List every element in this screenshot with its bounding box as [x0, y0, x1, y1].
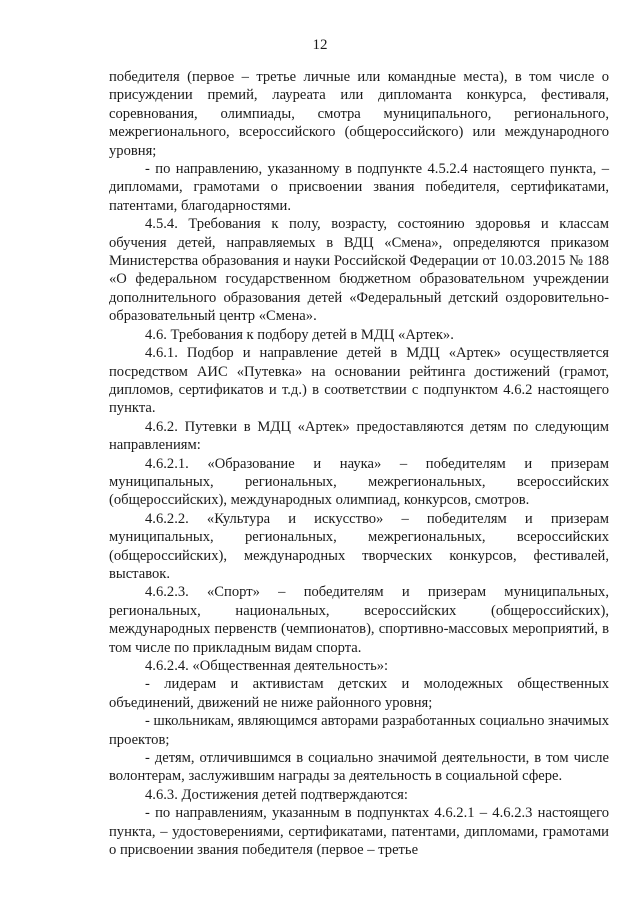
paragraph-4-5-4: 4.5.4. Требования к полу, возрасту, состоянию здоровья и классам обучения детей, направляемых в ВДЦ «Смена», определяются приказом Министерства образования и науки Российской Федерации от 10.03.2015 № 188 «О федеральном государственном бюджетном образовательном учреждении дополнительного образования детей «Федеральный детский оздоровительно-образовательный центр «Смена».: [109, 216, 609, 325]
paragraph-4-6-3: 4.6.3. Достижения детей подтверждаются:: [145, 786, 408, 803]
paragraph-4-6-heading: 4.6. Требования к подбору детей в МДЦ «Артек».: [145, 326, 454, 343]
document-body: [109, 68, 609, 859]
paragraph-continuation: победителя (первое – третье личные или командные места), в том числе о присуждении премий, лауреата или дипломанта конкурса, фестиваля, соревнования, олимпиады, смотра муниципального, регионального, межрегионального, всероссийского (общероссийского) или международного уровня;: [109, 69, 609, 159]
paragraph-4-6-2-2: 4.6.2.2. «Культура и искусство» – победителям и призерам муниципальных, региональных, межрегиональных, всероссийских (общероссийских), международных творческих конкурсов, фестивалей, выставок.: [109, 510, 609, 582]
paragraph-4-6-2-3: 4.6.2.3. «Спорт» – победителям и призерам муниципальных, региональных, национальных, всероссийских (общероссийских), международных первенств (чемпионатов), спортивно-массовых мероприятий, в том числе по прикладным видам спорта.: [109, 584, 609, 656]
paragraph-bullet-students: - школьникам, являющимся авторами разработанных социально значимых проектов;: [109, 713, 609, 748]
paragraph-4-6-2-4: 4.6.2.4. «Общественная деятельность»:: [145, 658, 389, 674]
paragraph-bullet-volunteers: - детям, отличившимся в социально значимой деятельности, в том числе волонтерам, заслужившим награды за деятельность в социальной сфере.: [109, 750, 609, 785]
page-number: 12: [312, 37, 328, 53]
paragraph-bullet-confirmation: - по направлениям, указанным в подпунктах 4.6.2.1 – 4.6.2.3 настоящего пункта, – удостоверениями, сертификатами, патентами, дипломами, грамотами о присвоении звания победителя (первое – третье: [109, 805, 609, 859]
paragraph-4-6-2: 4.6.2. Путевки в МДЦ «Артек» предоставляются детям по следующим направлениям:: [109, 418, 609, 454]
paragraph-4-6-2-1: 4.6.2.1. «Образование и наука» – победителям и призерам муниципальных, региональных, межрегиональных, всероссийских (общероссийских), международных олимпиад, конкурсов, смотров.: [109, 455, 609, 509]
paragraph-bullet-leaders: - лидерам и активистам детских и молодежных общественных объединений, движений не ниже районного уровня;: [109, 676, 609, 711]
paragraph-bullet-diplomas: - по направлению, указанному в подпункте 4.5.2.4 настоящего пункта, – дипломами, грамотами о присвоении звания победителя, сертификатами, патентами, благодарностями.: [109, 161, 609, 214]
paragraph-4-6-1: 4.6.1. Подбор и направление детей в МДЦ «Артек» осуществляется посредством АИС «Путевка» на основании рейтинга достижений (грамот, дипломов, сертификатов и т.д.) в соответствии с подпунктом 4.6.2 настоящего пункта.: [109, 345, 609, 417]
